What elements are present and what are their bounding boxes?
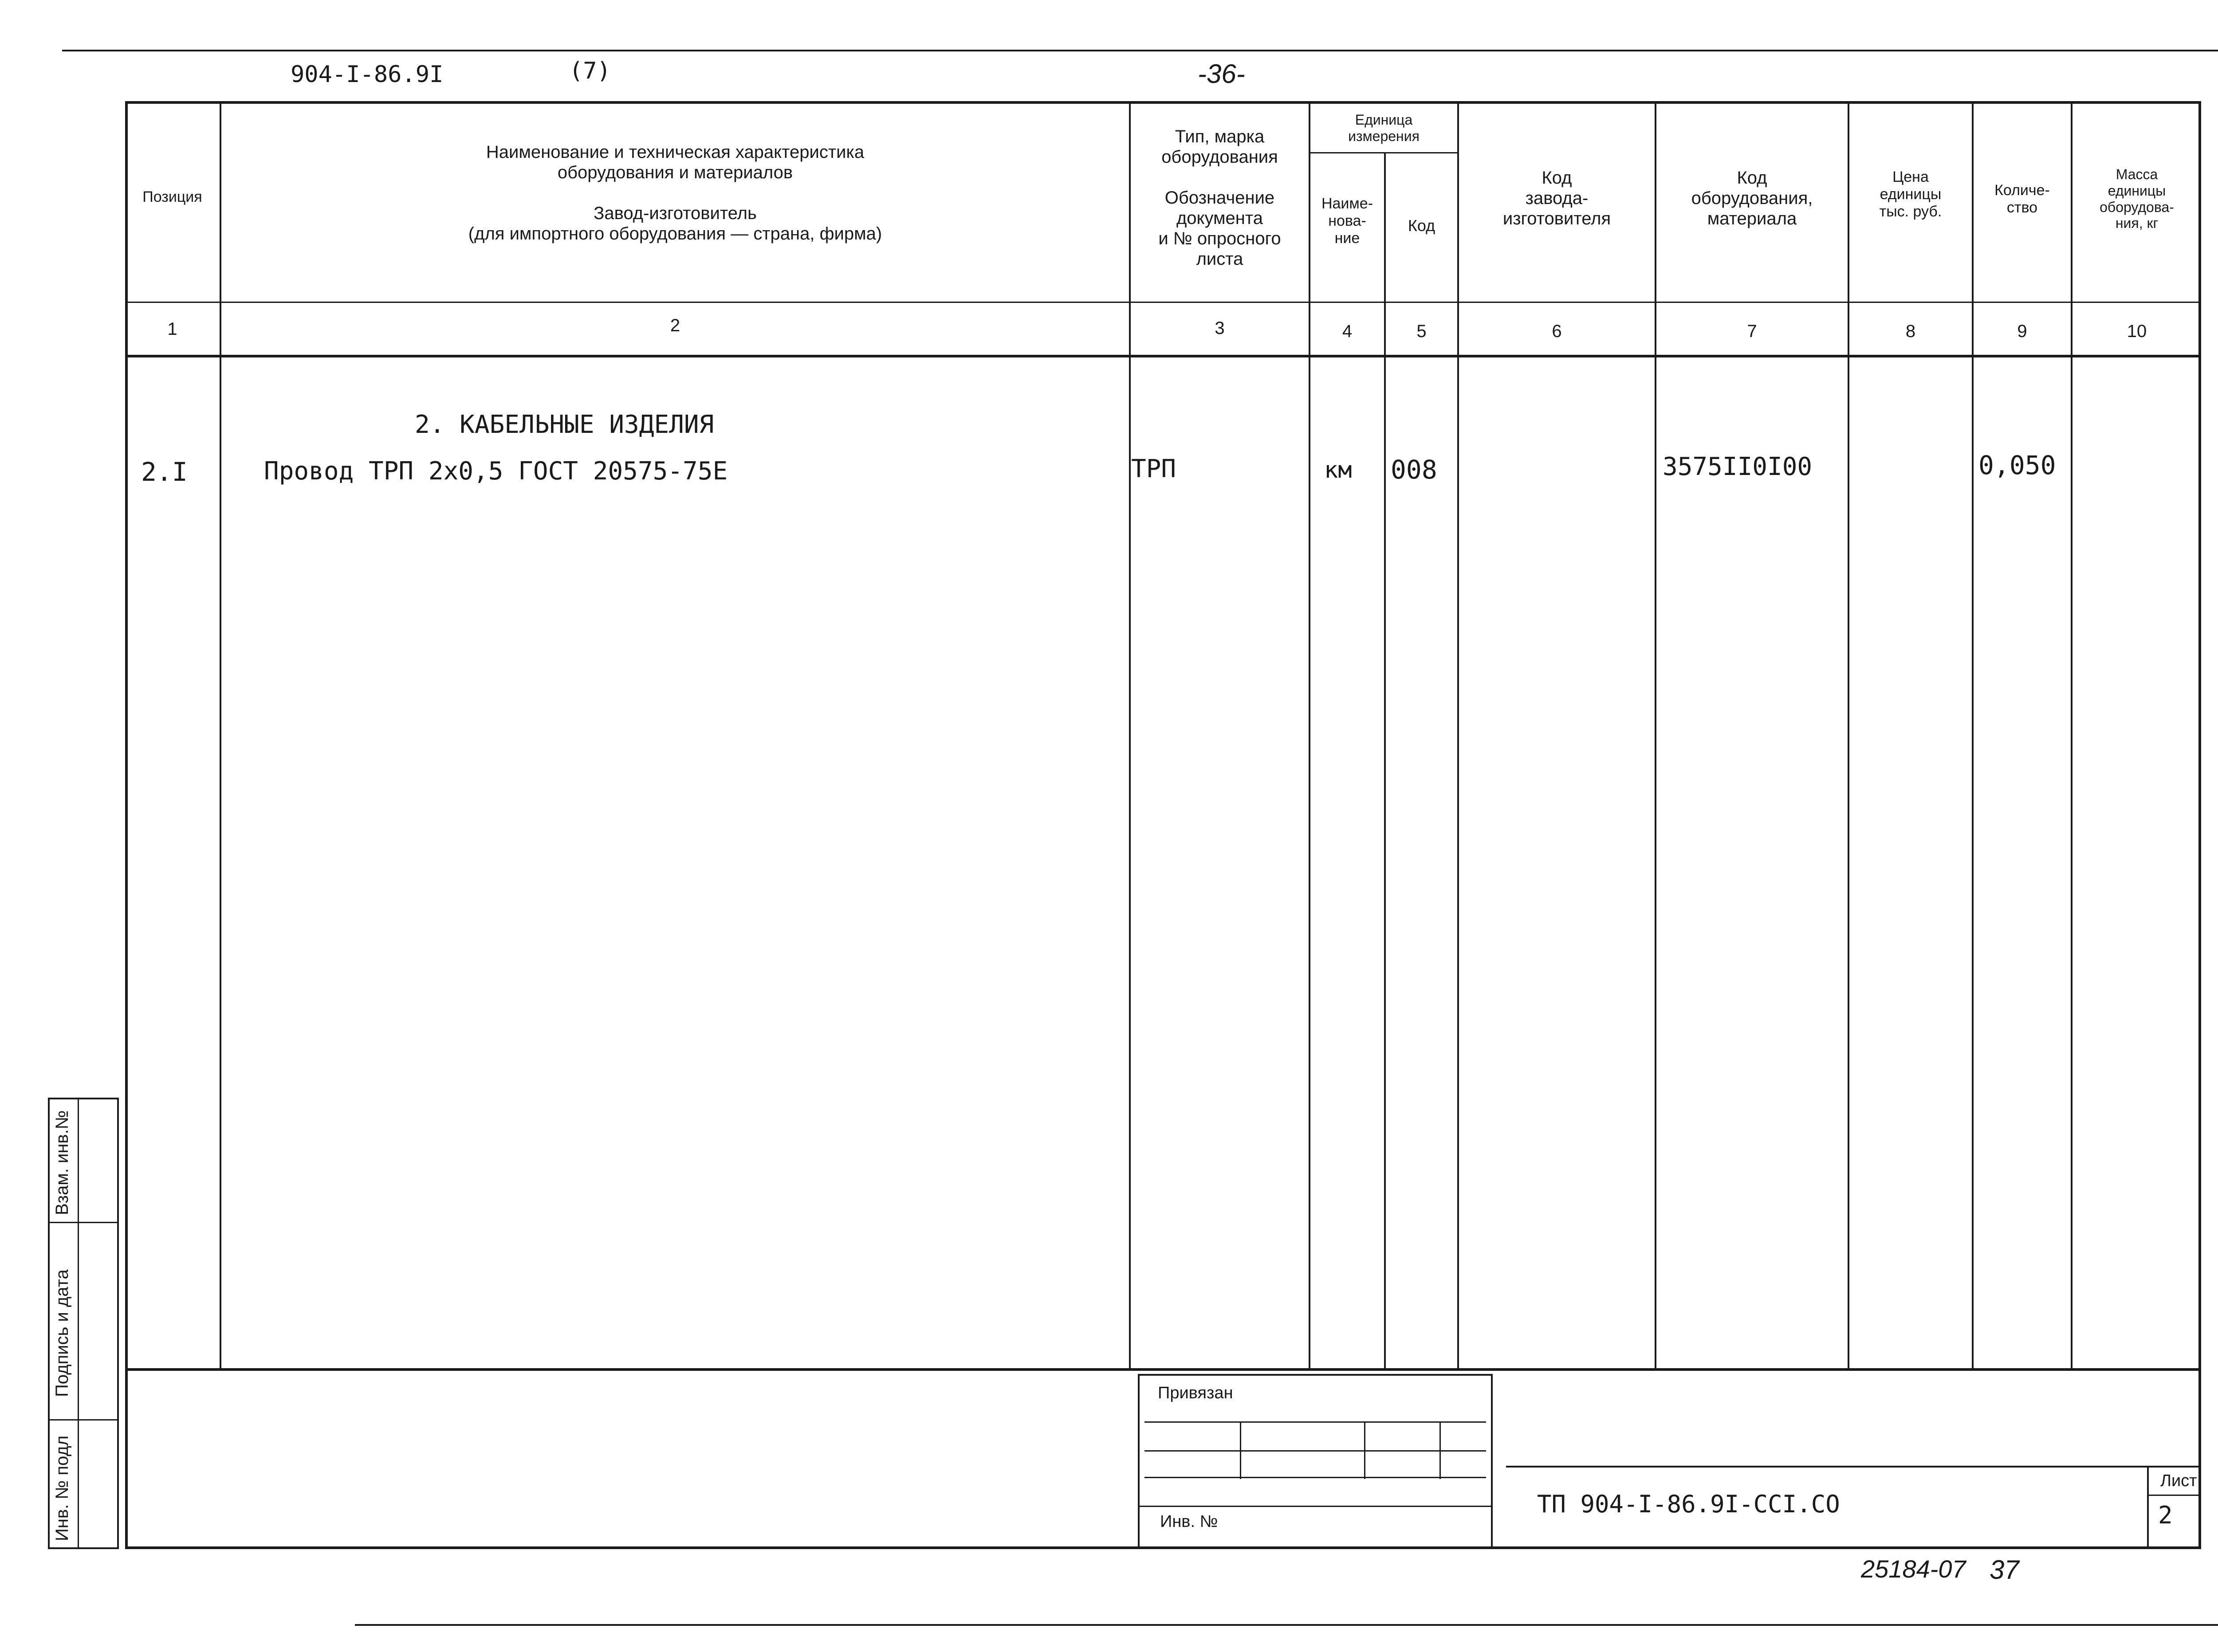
side-stamp-divider: [78, 1098, 79, 1549]
top-rule: [62, 50, 2218, 51]
unit-group-rule: [1309, 152, 1459, 153]
col-divider-2: [1129, 101, 1131, 1369]
col-header-2: Наименование и техническая характеристика оборудования и материалов Завод-изготовитель (для импортного оборудования — страна, фирма): [468, 142, 882, 243]
privyazan-rule-4: [1138, 1506, 1493, 1507]
col-number-6: 6: [1552, 322, 1562, 341]
side-stamp-podpis-data: Подпись и дата: [52, 1269, 72, 1397]
col-number-4: 4: [1342, 322, 1353, 341]
row-type: ТРП: [1131, 455, 1176, 483]
privyazan-label: Привязан: [1158, 1384, 1233, 1402]
section-title: 2. КАБЕЛЬНЫЕ ИЗДЕЛИЯ: [415, 410, 714, 439]
col-number-8: 8: [1905, 322, 1916, 341]
col-divider-3: [1309, 101, 1310, 1369]
side-stamp-rule-2: [48, 1419, 119, 1420]
row-name: Провод ТРП 2х0,5 ГОСТ 20575-75Е: [264, 457, 728, 486]
col-number-3: 3: [1215, 318, 1225, 338]
col-number-7: 7: [1747, 322, 1757, 341]
col-number-5: 5: [1416, 322, 1427, 341]
col-header-1: Позиция: [142, 188, 202, 205]
header-rule: [125, 302, 2201, 303]
col-header-3: Тип, марка оборудования Обозначение документа и № опросного листа: [1158, 127, 1281, 269]
page-number: -36-: [1198, 59, 1245, 89]
sheet-box-rule: [2147, 1495, 2201, 1496]
title-block-rule: [1506, 1466, 2201, 1468]
col-header-6: Код завода- изготовителя: [1502, 168, 1611, 228]
privyazan-rule-3: [1144, 1477, 1486, 1478]
row-position: 2.I: [141, 457, 188, 487]
side-stamp-rule-1: [48, 1222, 119, 1223]
doc-designation: ТП 904-I-86.9I-ССI.СО: [1537, 1490, 1840, 1518]
row-unit-code: 008: [1391, 455, 1437, 485]
sheet-number: 2: [2158, 1501, 2173, 1529]
bottom-margin-rule: [355, 1624, 2218, 1626]
col-divider-8: [1972, 101, 1974, 1369]
col-divider-7: [1848, 101, 1849, 1369]
col-header-9: Количе- ство: [1994, 182, 2050, 216]
inv-no-label: Инв. №: [1160, 1512, 1218, 1531]
side-stamp-inv-podl: Инв. № подл: [52, 1435, 72, 1541]
bottom-block-rule: [125, 1368, 2201, 1371]
col-divider-6: [1655, 101, 1656, 1369]
header-number-rule: [125, 355, 2201, 357]
privyazan-divider-2: [1364, 1421, 1365, 1479]
archive-page: 37: [1990, 1555, 2019, 1585]
doc-code: 904-I-86.9I: [291, 61, 444, 88]
col-header-7: Код оборудования, материала: [1691, 168, 1813, 228]
col-divider-5: [1457, 101, 1459, 1369]
privyazan-divider-1: [1240, 1421, 1241, 1479]
col-header-8: Цена единицы тыс. руб.: [1879, 169, 1942, 220]
copy-number: (7): [569, 58, 611, 84]
side-stamp-vzam-inv: Взам. инв.№: [52, 1110, 72, 1215]
privyazan-rule-2: [1144, 1450, 1486, 1452]
archive-number: 25184-07: [1861, 1555, 1966, 1583]
col-number-2: 2: [670, 316, 680, 335]
col-number-1: 1: [167, 319, 177, 339]
col-header-5: Код: [1408, 216, 1435, 235]
privyazan-divider-3: [1439, 1421, 1441, 1479]
col-divider-9: [2071, 101, 2072, 1369]
unit-group-header: Единица измерения: [1348, 112, 1420, 144]
col-number-9: 9: [2017, 322, 2027, 341]
row-quantity: 0,050: [1978, 450, 2056, 480]
row-item-code: 3575II0I00: [1663, 452, 1813, 481]
col-divider-1: [220, 101, 221, 1369]
col-header-10: Масса единицы оборудова- ния, кг: [2100, 166, 2174, 232]
row-unit-name: км: [1324, 457, 1352, 483]
col-number-10: 10: [2127, 322, 2147, 341]
sheet-label: Лист: [2160, 1471, 2197, 1490]
privyazan-rule-1: [1144, 1421, 1486, 1423]
col-header-4: Наиме- нова- ние: [1321, 195, 1373, 247]
